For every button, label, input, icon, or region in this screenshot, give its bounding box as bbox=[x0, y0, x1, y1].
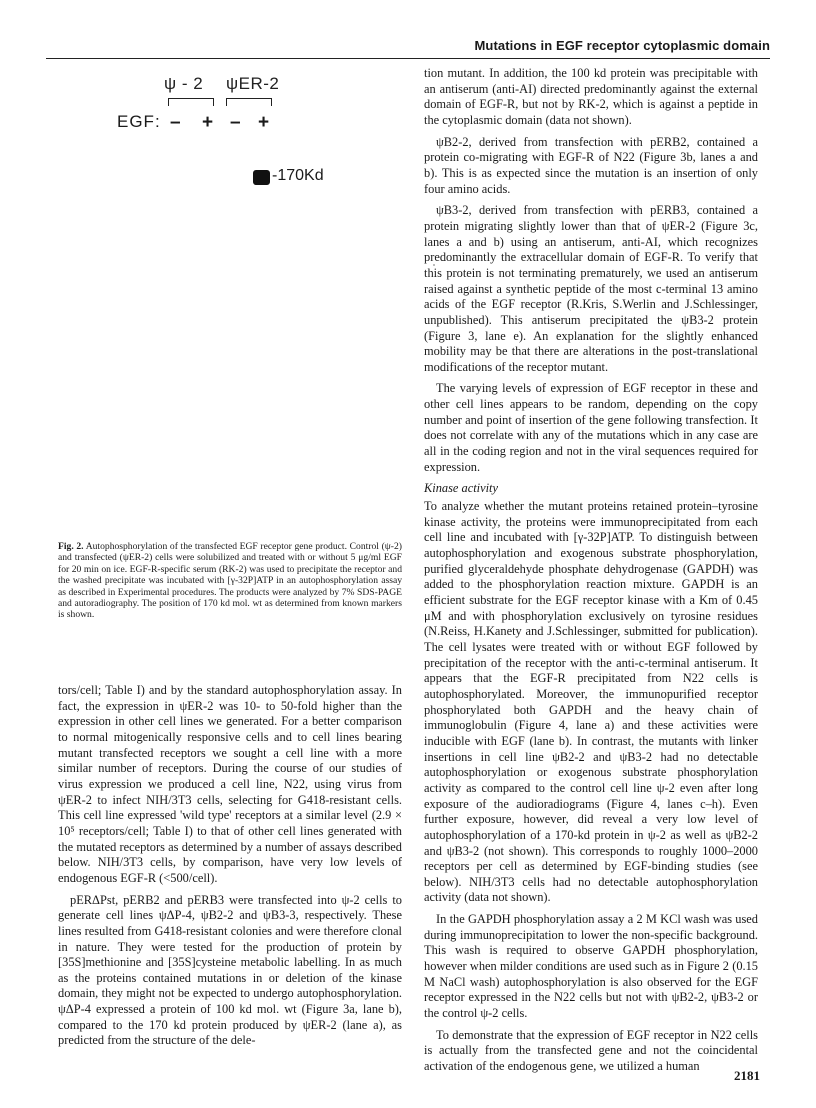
header-rule bbox=[46, 58, 770, 59]
figure-autoradiograph bbox=[90, 74, 410, 234]
section-subhead: Kinase activity bbox=[424, 481, 498, 496]
right-paragraph-2: ψB2-2, derived from transfection with pERB2, contained a protein co-migrating with EGF-R of N22 (Figure 3b, lanes a and b). This is as expected since the mutation is an insertion of only four amino acids. bbox=[424, 134, 758, 196]
caption-label: Fig. 2. bbox=[58, 541, 84, 552]
lane-label-psi-er-2: ψER-2 bbox=[226, 74, 280, 93]
egf-sign-lane-3: – bbox=[230, 112, 241, 133]
right-paragraph-4: The varying levels of expression of EGF receptor in these and other cell lines appears to be random, depending on the copy number and point of insertion of the gene following transfection. It does not correlate with any of the mutations which in any case are all in the coding region and not in the viral sequences required for expression. bbox=[424, 381, 758, 474]
caption-text: Autophosphorylation of the transfected EGF receptor gene product. Control (ψ-2) and transfected (ψER-2) cells were solubilized and treated with or without 5 μg/ml EGF for 20 min on ice. EGF-R-specific serum (RK-2) was used to precipitate the receptor and the washed precipitate was incubated with [γ-32P]ATP in an autophosphorylation assay as described in Experimental procedures. The products were analyzed by 7% SDS-PAGE and autoradiography. The position of 170 kd mol. wt as determined from known markers is shown. bbox=[58, 541, 402, 621]
right-paragraph-1: tion mutant. In addition, the 100 kd protein was precipitable with an antiserum (anti-AI) directed predominantly against the external domain of EGF-R, but not by RK-2, which is against a peptide in the cytoplasmic domain (data not shown). bbox=[424, 66, 758, 127]
right-column bbox=[424, 66, 758, 1075]
bracket-psi-2 bbox=[168, 98, 214, 106]
gel-band-170kd bbox=[253, 170, 270, 185]
page-number: 2181 bbox=[734, 1068, 760, 1083]
egf-label: EGF: bbox=[117, 112, 161, 131]
left-paragraph-1: tors/cell; Table I) and by the standard autophosphorylation assay. In fact, the expression in ψER-2 was 10- to 50-fold higher than the expression in other cell lines we generated. For a better comparison to normal mitogenically responsive cells and to cell lines bearing mutant transfected receptors we sought a cell line with a more similar number of receptors. During the course of our studies of virus expression we produced a cell line, N22, using virus from ψER-2 to infect NIH/3T3 cells, selecting for G418-resistant cells. This cell line expressed 'wild type' receptors at a similar level (2.9 × 10⁵ receptors/cell; Table I) to that of other cell lines generated with the mutated receptors as determined by a number of assays described below. NIH/3T3 cells, by comparison, have very low levels of endogenous EGF-R (<500/cell). bbox=[58, 683, 402, 885]
figure-caption bbox=[58, 541, 402, 621]
right-paragraph-7: To demonstrate that the expression of EGF receptor in N22 cells is actually from the transfected gene and not the coincidental activation of the endogenous gene, we utilized a human bbox=[424, 1027, 758, 1074]
marker-label: -170Kd bbox=[272, 167, 324, 184]
right-paragraph-3: ψB3-2, derived from transfection with pERB3, contained a protein migrating slightly lower than that of ψER-2 (Figure 3c, lanes a and b) using an antiserum, anti-AI, which recognizes predominantly the extracellular domain of EGF-R. To verify that this protein is not terminating prematurely, we used an antiserum raised against a synthetic peptide of the most c-terminal 13 amino acids of the EGF receptor (R.Kris, S.Werlin and J.Schlessinger, unpublished). This antiserum precipitated the ψB3-2 protein (Figure 3, lane e). An explanation for the slightly enhanced mobility may be that there are alterations in the post-translational modifications of the receptor mutant. bbox=[424, 203, 758, 374]
left-column bbox=[58, 683, 402, 1049]
lane-label-psi-2: ψ - 2 bbox=[164, 74, 204, 93]
egf-sign-lane-1: – bbox=[170, 112, 181, 133]
right-paragraph-5: To analyze whether the mutant proteins retained protein–tyrosine kinase activity, the proteins were immunoprecipitated from each cell line and incubated with [γ-32P]ATP. To distinguish between autophosphorylation and exogenous substrate phosphorylation, purified glyceraldehyde phosphate dehydrogenase (GAPDH) was added to the phosphorylation reaction mixture. GAPDH is an efficient substrate for the EGF receptor kinase with a Km of 0.45 μM and with phosphorylation exclusively on tyrosine residues (N.Reiss, H.Kanety and J.Schlessinger, submitted for publication). The cell lysates were treated with or without EGF followed by precipitation of the receptor with the anti-c-terminal antiserum. It appears that the EGF-R precipitated from N22 cells is autophosphorylated. Moreover, the immunopurified receptor phosphorylated both GAPDH and the heavy chain of immunoglobulin (Figure 4, lane a) and these activities were inducible with EGF (lane b). In contrast, the mutants with linker insertions in cell line ψB2-2 and ψB3-2 had no detectable autophosphorylation or exogenous substrate phosphorylation activity as compared to the control cell line ψ-2 even after long exposure of the audioradiograms (Figure 4, lanes c–h). Even further exposure, however, did reveal a very low level of autophosphorylation of a 170-kd protein in ψ-2 as well as ψB2-2 and ψB3-2 (not shown). This corresponds to roughly 1000–2000 receptors per cell as determined by EGF-binding studies (see below). NIH/3T3 cells had no detectable autophosphorylation activity (data not shown). bbox=[424, 499, 758, 905]
running-head: Mutations in EGF receptor cytoplasmic domain bbox=[474, 38, 770, 53]
right-paragraph-6: In the GAPDH phosphorylation assay a 2 M KCl wash was used during immunoprecipitation to lower the non-specific background. This wash is required to observe GAPDH phosphorylation, however when milder conditions are used such as in Figure 2 (0.15 M NaCl wash) autophosphorylation is also observed for the EGF receptor expressed in the N22 cells but not with ψB2-2, ψB3-2 or the control ψ-2 cells. bbox=[424, 912, 758, 1021]
bracket-psi-er-2 bbox=[226, 98, 272, 106]
egf-sign-lane-4: + bbox=[258, 112, 270, 133]
egf-sign-lane-2: + bbox=[202, 112, 214, 133]
left-paragraph-2: pERΔPst, pERB2 and pERB3 were transfected into ψ-2 cells to generate cell lines ψΔP-4, ψB2-2 and ψB3-3, respectively. These lines resulted from G418-resistant colonies and were therefore clonal in nature. They were tested for the production of protein by [35S]methionine and [35S]cysteine metabolic labelling. In as much as the proteins contained mutations in or deletion of the kinase domain, they might not be expected to undergo autophosphorylation. ψΔP-4 expressed a protein of 100 kd mol. wt (Figure 3a, lane b), compared to the 170 kd protein produced by ψER-2 (lane a), as predicted from the structure of the dele- bbox=[58, 892, 402, 1048]
